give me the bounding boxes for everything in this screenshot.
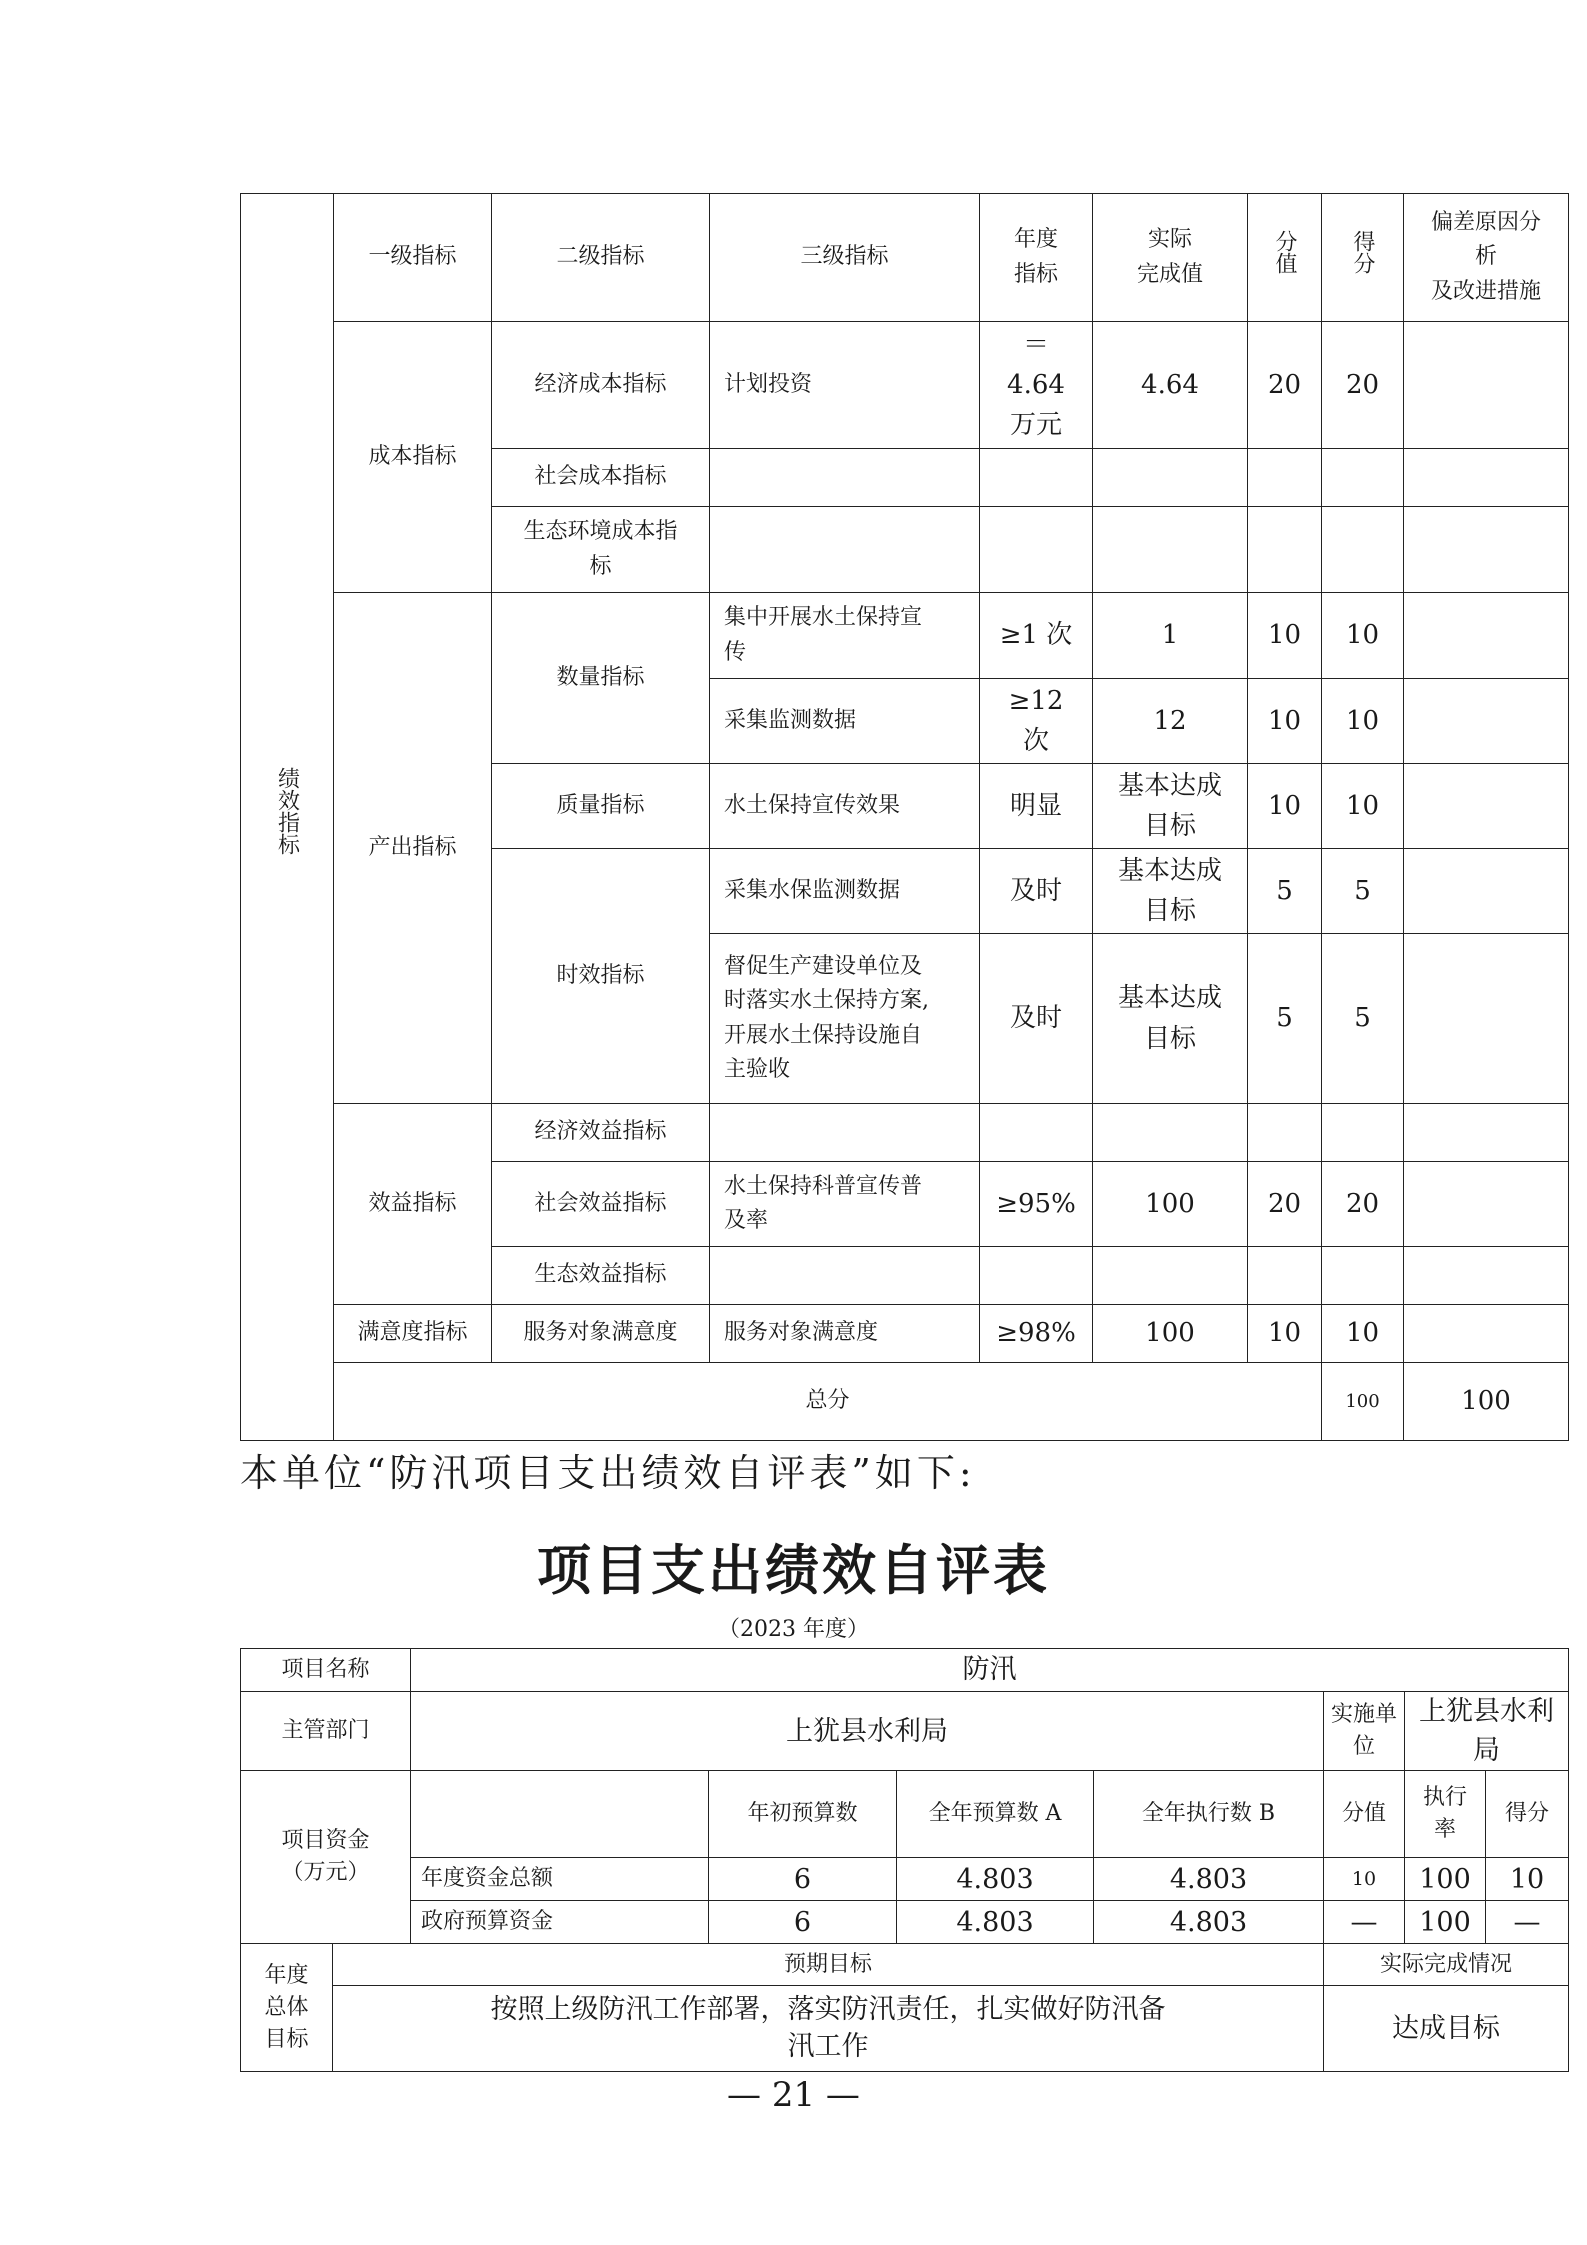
empty-cell — [1404, 507, 1569, 593]
intro-text: 本单位“防汛项目支出绩效自评表”如下: — [240, 1451, 976, 1495]
col-exec-rate: 执行 率 — [1405, 1771, 1486, 1858]
row-gov-score: — — [1486, 1901, 1569, 1944]
quantity-row2-indicator: 采集监测数据 — [710, 679, 980, 764]
empty-cell — [1404, 593, 1569, 679]
quality-indicator: 水土保持宣传效果 — [710, 764, 980, 849]
empty-cell — [710, 507, 980, 593]
row-gov-initial: 6 — [709, 1901, 897, 1944]
impl-unit-name: 上犹县水利局 — [1405, 1692, 1569, 1771]
economic-benefit-label: 经济效益指标 — [492, 1104, 710, 1162]
row-gov-label: 政府预算资金 — [411, 1901, 709, 1944]
quantity-row2-target: ≥12 次 — [980, 679, 1093, 764]
row-total-value: 10 — [1324, 1858, 1405, 1901]
header-annual-target: 年度 指标 — [980, 194, 1093, 322]
empty-cell — [1404, 449, 1569, 507]
row-gov-rate: 100 — [1405, 1901, 1486, 1944]
quality-target: 明显 — [980, 764, 1093, 849]
row-total-score: 10 — [1486, 1858, 1569, 1901]
empty-cell — [710, 449, 980, 507]
quantity-row2-score: 10 — [1322, 679, 1404, 764]
empty-cell — [411, 1771, 709, 1858]
timeliness-row2-value: 5 — [1248, 934, 1322, 1104]
empty-cell — [1404, 1162, 1569, 1247]
header-level1: 一级指标 — [334, 194, 492, 322]
satisfaction-value: 10 — [1248, 1305, 1322, 1363]
empty-cell — [1322, 449, 1404, 507]
quantity-row1-score: 10 — [1322, 593, 1404, 679]
timeliness-row2-target: 及时 — [980, 934, 1093, 1104]
quantity-row1-indicator: 集中开展水土保持宣 传 — [710, 593, 980, 679]
impl-unit-label: 实施单位 — [1324, 1692, 1405, 1771]
satisfaction-indicator: 服务对象满意度 — [710, 1305, 980, 1363]
timeliness-row2-actual: 基本达成 目标 — [1093, 934, 1248, 1104]
economic-cost-indicator: 计划投资 — [710, 322, 980, 449]
empty-cell — [1322, 1247, 1404, 1305]
row-total-initial: 6 — [709, 1858, 897, 1901]
economic-cost-value: 20 — [1248, 322, 1322, 449]
total-label: 总分 — [334, 1363, 1322, 1441]
table2-year: （2023 年度） — [718, 1617, 869, 1642]
quantity-row1-actual: 1 — [1093, 593, 1248, 679]
performance-indicator-side-label: 绩效指标 — [241, 194, 334, 1441]
empty-cell — [1248, 1247, 1322, 1305]
quantity-row2-value: 10 — [1248, 679, 1322, 764]
timeliness-indicator-label: 时效指标 — [492, 849, 710, 1104]
col-full-budget-a: 全年预算数 A — [897, 1771, 1094, 1858]
quantity-row1-target: ≥1 次 — [980, 593, 1093, 679]
project-expenditure-table — [240, 1648, 1569, 2072]
empty-cell — [1404, 934, 1569, 1104]
expected-goal-text: 按照上级防汛工作部署，落实防汛责任，扎实做好防汛备 汛工作 — [333, 1986, 1324, 2072]
empty-cell — [1404, 1247, 1569, 1305]
project-name: 防汛 — [411, 1649, 1569, 1692]
col-initial-budget: 年初预算数 — [709, 1771, 897, 1858]
row-gov-value: — — [1324, 1901, 1405, 1944]
empty-cell — [1093, 1104, 1248, 1162]
satisfaction-target: ≥98% — [980, 1305, 1093, 1363]
row-total-exec: 4.803 — [1094, 1858, 1324, 1901]
timeliness-row1-indicator: 采集水保监测数据 — [710, 849, 980, 934]
header-deviation: 偏差原因分 析 及改进措施 — [1404, 194, 1569, 322]
table2-title: 项目支出绩效自评表 — [537, 1538, 1050, 1602]
empty-cell — [710, 1104, 980, 1162]
social-benefit-label: 社会效益指标 — [492, 1162, 710, 1247]
actual-status-header: 实际完成情况 — [1324, 1944, 1569, 1986]
satisfaction-level2: 服务对象满意度 — [492, 1305, 710, 1363]
header-actual-value: 实际 完成值 — [1093, 194, 1248, 322]
col-score: 得分 — [1486, 1771, 1569, 1858]
empty-cell — [1248, 449, 1322, 507]
dept-label: 主管部门 — [241, 1692, 411, 1771]
eco-env-cost-label: 生态环境成本指 标 — [492, 507, 710, 593]
empty-cell — [1248, 1104, 1322, 1162]
economic-cost-target: ＝ 4.64 万元 — [980, 322, 1093, 449]
satisfaction-score: 10 — [1322, 1305, 1404, 1363]
empty-cell — [1404, 764, 1569, 849]
satisfaction-indicator-label: 满意度指标 — [334, 1305, 492, 1363]
timeliness-row1-target: 及时 — [980, 849, 1093, 934]
row-gov-exec: 4.803 — [1094, 1901, 1324, 1944]
satisfaction-actual: 100 — [1093, 1305, 1248, 1363]
empty-cell — [1093, 449, 1248, 507]
header-score-value: 分值 — [1248, 194, 1322, 322]
empty-cell — [1404, 679, 1569, 764]
timeliness-row1-value: 5 — [1248, 849, 1322, 934]
quality-actual: 基本达成 目标 — [1093, 764, 1248, 849]
timeliness-row1-score: 5 — [1322, 849, 1404, 934]
col-exec-b: 全年执行数 B — [1094, 1771, 1324, 1858]
quantity-indicator-label: 数量指标 — [492, 593, 710, 764]
benefit-indicator-label: 效益指标 — [334, 1104, 492, 1305]
social-benefit-value: 20 — [1248, 1162, 1322, 1247]
ecological-benefit-label: 生态效益指标 — [492, 1247, 710, 1305]
empty-cell — [1322, 1104, 1404, 1162]
empty-cell — [1404, 1305, 1569, 1363]
economic-cost-deviation — [1404, 322, 1569, 449]
empty-cell — [1404, 849, 1569, 934]
page-number: — 21 — — [727, 2075, 860, 2115]
quantity-row1-value: 10 — [1248, 593, 1322, 679]
row-gov-full: 4.803 — [897, 1901, 1094, 1944]
economic-cost-actual: 4.64 — [1093, 322, 1248, 449]
quality-value: 10 — [1248, 764, 1322, 849]
cost-indicator-label: 成本指标 — [334, 322, 492, 593]
timeliness-row2-indicator: 督促生产建设单位及 时落实水土保持方案, 开展水土保持设施自 主验收 — [710, 934, 980, 1104]
empty-cell — [980, 1104, 1093, 1162]
social-cost-label: 社会成本指标 — [492, 449, 710, 507]
empty-cell — [980, 507, 1093, 593]
timeliness-row1-actual: 基本达成 目标 — [1093, 849, 1248, 934]
social-benefit-actual: 100 — [1093, 1162, 1248, 1247]
row-total-label: 年度资金总额 — [411, 1858, 709, 1901]
timeliness-row2-score: 5 — [1322, 934, 1404, 1104]
empty-cell — [980, 449, 1093, 507]
actual-status-text: 达成目标 — [1324, 1986, 1569, 2072]
expected-goal-header: 预期目标 — [333, 1944, 1324, 1986]
empty-cell — [1322, 507, 1404, 593]
empty-cell — [710, 1247, 980, 1305]
economic-cost-score: 20 — [1322, 322, 1404, 449]
quality-score: 10 — [1322, 764, 1404, 849]
funds-label: 项目资金 （万元） — [241, 1771, 411, 1944]
quantity-row2-actual: 12 — [1093, 679, 1248, 764]
empty-cell — [1404, 1104, 1569, 1162]
annual-goal-label: 年度 总体 目标 — [241, 1944, 333, 2072]
social-benefit-score: 20 — [1322, 1162, 1404, 1247]
empty-cell — [1248, 507, 1322, 593]
row-total-full: 4.803 — [897, 1858, 1094, 1901]
dept-name: 上犹县水利局 — [411, 1692, 1324, 1771]
empty-cell — [1093, 1247, 1248, 1305]
empty-cell — [1093, 507, 1248, 593]
empty-cell — [980, 1247, 1093, 1305]
social-benefit-target: ≥95% — [980, 1162, 1093, 1247]
header-level2: 二级指标 — [492, 194, 710, 322]
header-score-got: 得分 — [1322, 194, 1404, 322]
social-benefit-indicator: 水土保持科普宣传普 及率 — [710, 1162, 980, 1247]
header-level3: 三级指标 — [710, 194, 980, 322]
col-value: 分值 — [1324, 1771, 1405, 1858]
economic-cost-label: 经济成本指标 — [492, 322, 710, 449]
project-name-label: 项目名称 — [241, 1649, 411, 1692]
output-indicator-label: 产出指标 — [334, 593, 492, 1104]
total-score: 100 — [1404, 1363, 1569, 1441]
performance-indicator-table — [240, 193, 1569, 1441]
total-value: 100 — [1322, 1363, 1404, 1441]
row-total-rate: 100 — [1405, 1858, 1486, 1901]
quality-indicator-label: 质量指标 — [492, 764, 710, 849]
